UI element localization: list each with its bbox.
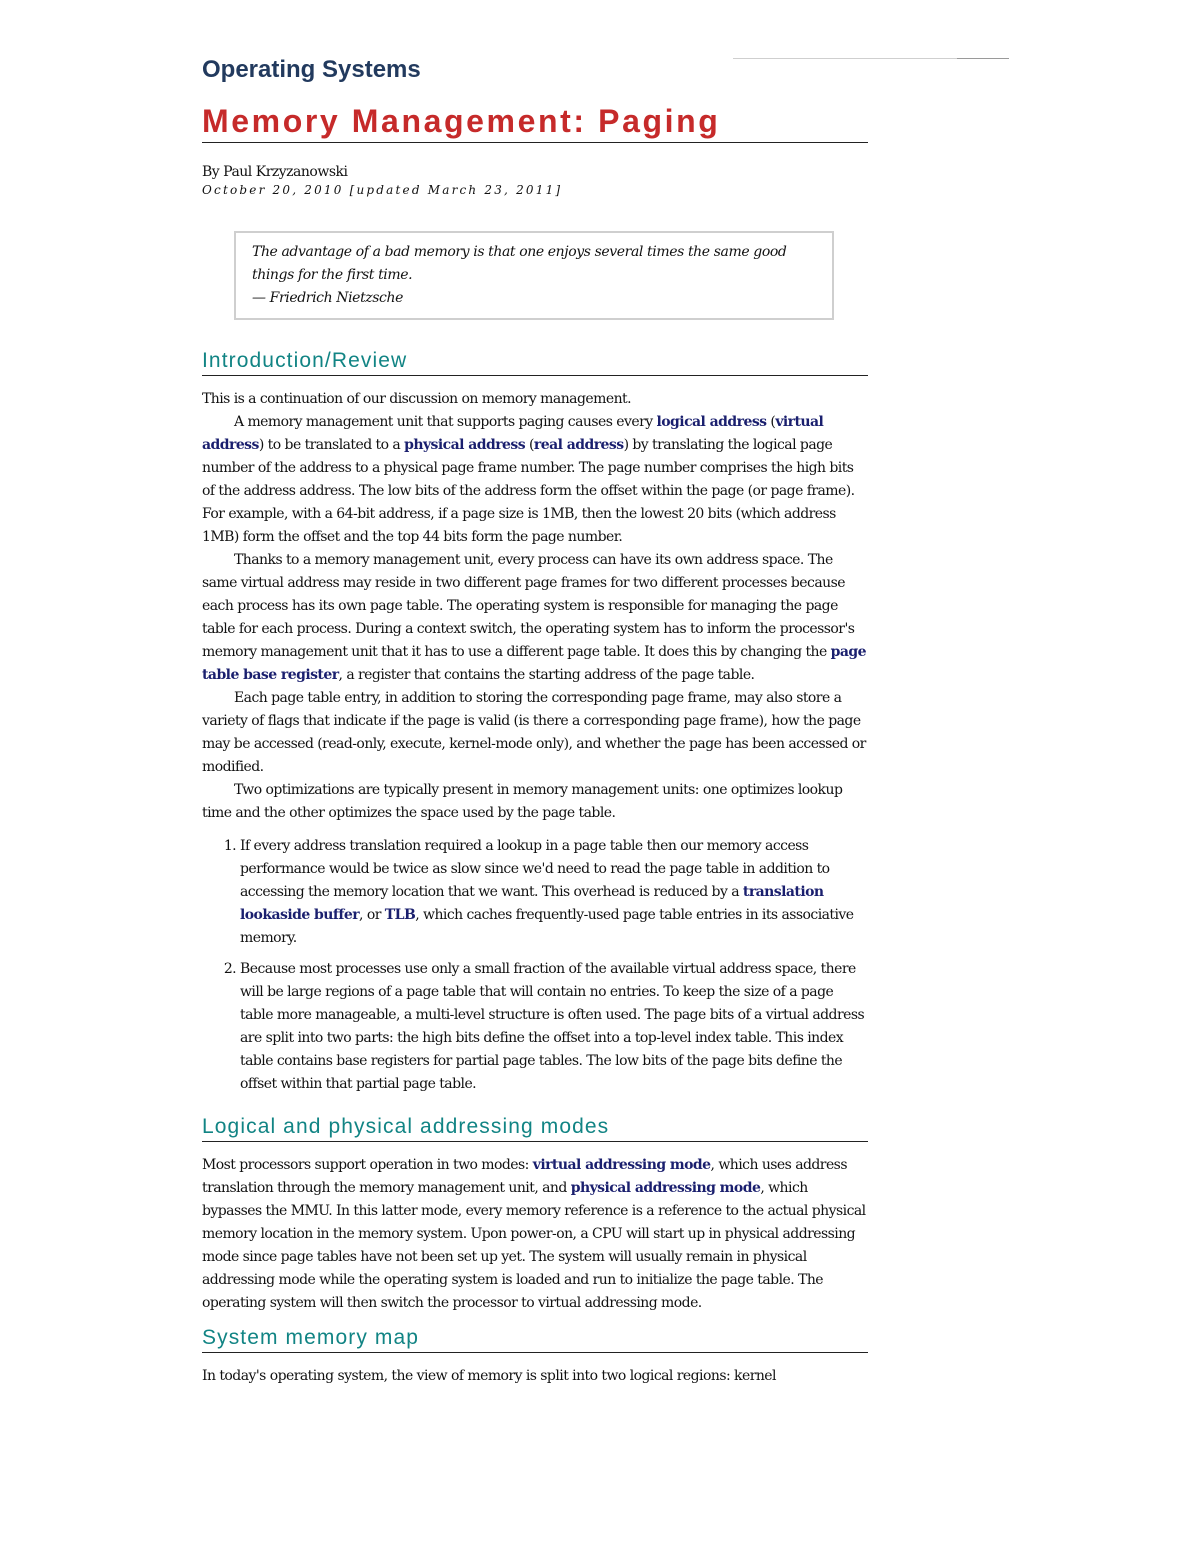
term-physical-addressing-mode: physical addressing mode <box>570 1180 761 1196</box>
article <box>202 54 868 1388</box>
section-memory-map <box>202 1365 868 1388</box>
term-page-table-base-register: page table base register <box>202 644 866 683</box>
paragraph: A memory management unit that supports paging causes every logical address (virtual address) to be translated to a physical address (real address) by translating the logical page number of the address to a physical page frame number. The page number comprises the high bits of the address address. The low bits of the address form the offset within the page (or page frame). For example, with a 64-bit address, if a page size is 1MB, then the lowest 20 bits (which address 1MB) form the offset and the top 44 bits form the page number. <box>202 414 855 545</box>
optimizations-list <box>202 835 868 1096</box>
course-name: Operating Systems <box>202 56 421 83</box>
quote-text: The advantage of a bad memory is that one enjoys several times the same good things for the first time. <box>252 244 787 283</box>
epigraph-quote <box>234 231 834 320</box>
author-byline: By Paul Krzyzanowski <box>202 164 348 180</box>
term-logical-address: logical address <box>656 414 767 430</box>
section-addressing-modes <box>202 1154 868 1315</box>
section-introduction <box>202 388 868 1096</box>
paragraph: Most processors support operation in two modes: virtual addressing mode, which uses address translation through the memory management unit, and physical addressing mode, which bypasses the MMU. In this latter mode, every memory reference is a reference to the actual physical memory location in the memory system. Upon power-on, a CPU will start up in physical addressing mode since page tables have not been set up yet. The system will usually remain in physical addressing mode while the operating system is loaded and run to initialize the page table. The operating system will then switch the processor to virtual addressing mode. <box>202 1157 866 1311</box>
section-heading-introduction: Introduction/Review <box>202 348 868 376</box>
paragraph: Two optimizations are typically present in memory management units: one optimizes lookup time and the other optimizes the space used by the page table. <box>202 782 843 821</box>
publication-date: October 20, 2010 [updated March 23, 2011] <box>202 183 563 197</box>
term-virtual-address: virtual address <box>202 414 824 453</box>
list-item: 1. If every address translation required a lookup in a page table then our memory access performance would be twice as slow since we'd need to read the page table in addition to accessing the memory location that we want. This overhead is reduced by a translation lookaside buffer, or TLB, which caches frequently-used page table entries in its associative memory. <box>240 835 868 950</box>
paragraph: Thanks to a memory management unit, every process can have its own address space. The same virtual address may reside in two different page frames for two different processes because each process has its own page table. The operating system is responsible for managing the page table for each process. During a context switch, the operating system has to inform the processor's memory management unit that it has to use a different page table. It does this by changing the page table base register, a register that contains the starting address of the page table. <box>202 552 866 683</box>
paragraph: Each page table entry, in addition to storing the corresponding page frame, may also store a variety of flags that indicate if the page is valid (is there a corresponding page frame), how the page may be accessed (read-only, execute, kernel-mode only), and whether the page has been accessed or modified. <box>202 690 866 775</box>
term-physical-address: physical address <box>404 437 526 453</box>
section-heading-memory-map: System memory map <box>202 1325 868 1353</box>
search-button-remnant[interactable] <box>957 52 1009 59</box>
term-tlb: TLB <box>384 907 416 923</box>
paragraph: This is a continuation of our discussion on memory management. <box>202 391 632 407</box>
page-title: Memory Management: Paging <box>202 102 868 143</box>
term-real-address: real address <box>533 437 624 453</box>
term-virtual-addressing-mode: virtual addressing mode <box>532 1157 711 1173</box>
list-item: 2. Because most processes use only a small fraction of the available virtual address space, there will be large regions of a page table that will contain no entries. To keep the size of a page table more manageable, a multi-level structure is often used. The page bits of a virtual address are split into two parts: the high bits define the offset into a top-level index table. This index table contains base registers for partial page tables. The low bits of the page bits define the offset within that partial page table. <box>240 958 868 1096</box>
paragraph: In today's operating system, the view of memory is split into two logical regions: kernel <box>202 1368 776 1384</box>
quote-attribution: — Friedrich Nietzsche <box>252 290 404 306</box>
section-heading-addressing-modes: Logical and physical addressing modes <box>202 1114 868 1142</box>
term-tlb-full: translation lookaside buffer <box>240 884 824 923</box>
